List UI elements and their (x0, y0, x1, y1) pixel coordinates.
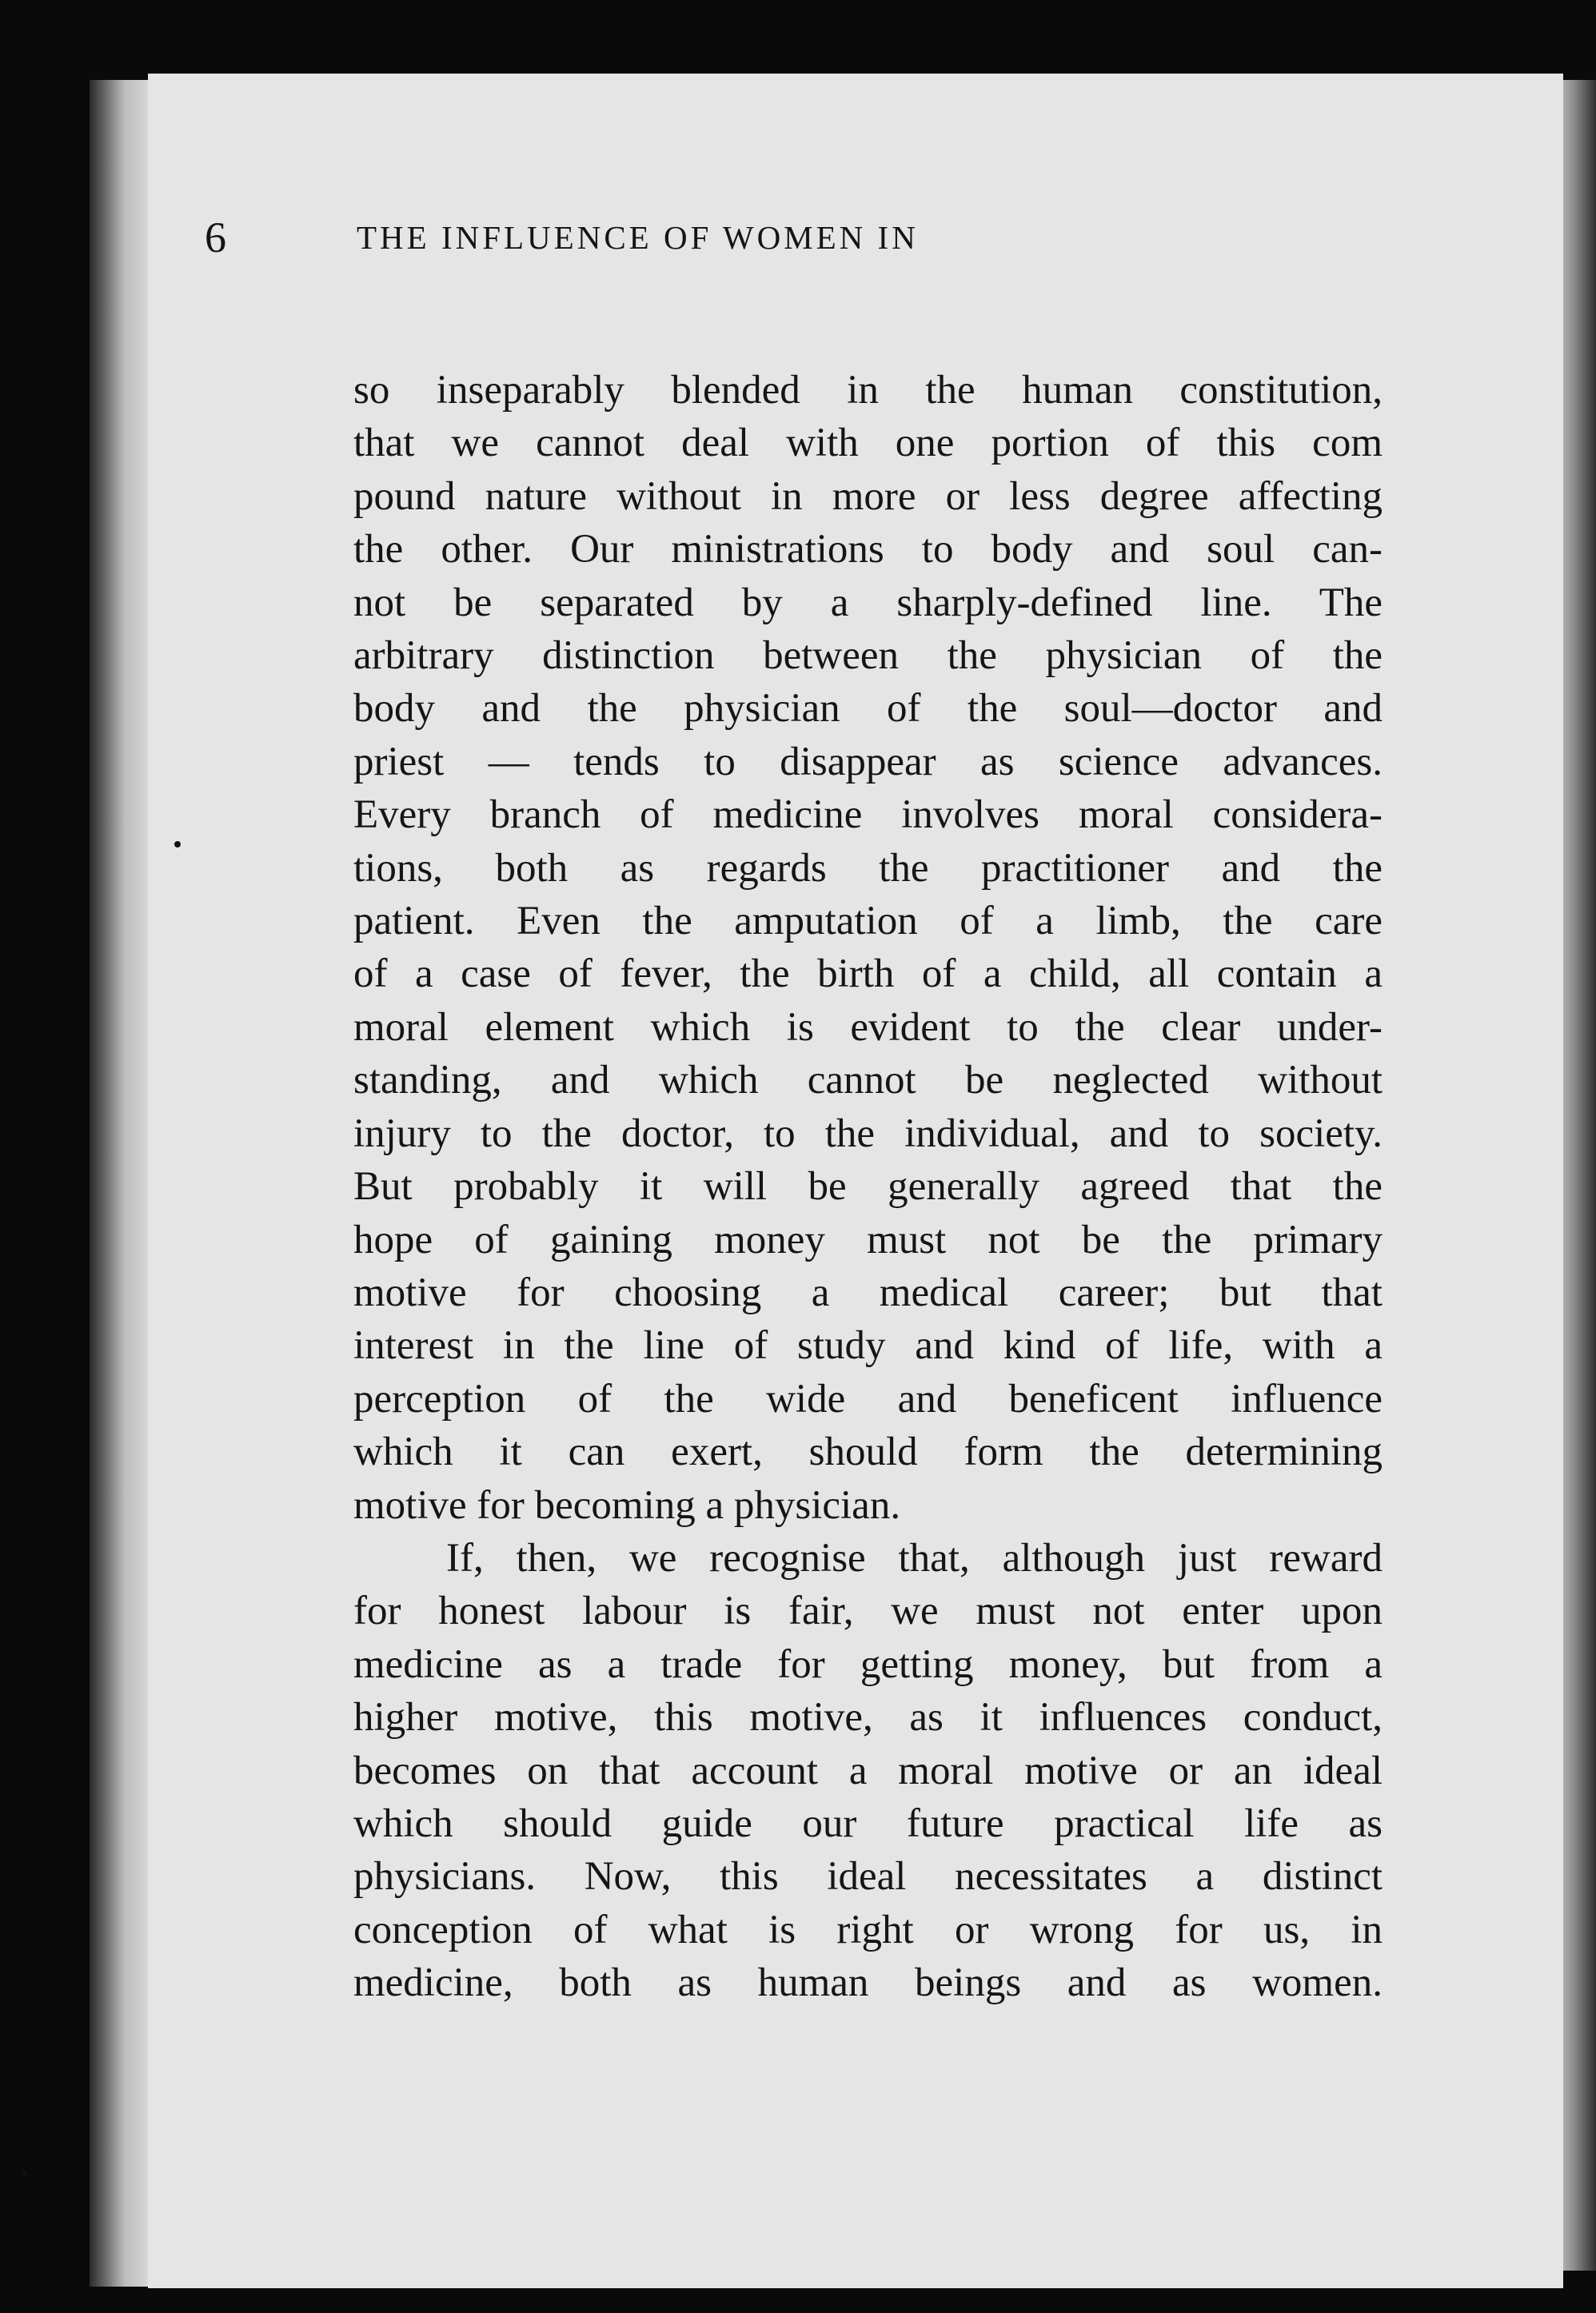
text-line: standing, and which cannot be neglected without (353, 1058, 1383, 1103)
text-line: conception of what is right or wrong for us, in (353, 1907, 1383, 1952)
text-line: so inseparably blended in the human constitution, (353, 368, 1383, 413)
text-line: motive for choosing a medical career; but that (353, 1270, 1383, 1315)
text-line: medicine as a trade for getting money, but from a (353, 1641, 1383, 1687)
text-line: If, then, we recognise that, although just reward (446, 1535, 1383, 1581)
text-line: of a case of fever, the birth of a child, all contain a (353, 951, 1383, 997)
text-line: physicians. Now, this ideal necessitates a distinct (353, 1854, 1383, 1900)
text-line: the other. Our ministrations to body and soul can- (353, 527, 1383, 572)
text-line: moral element which is evident to the clear under- (353, 1004, 1383, 1050)
page-number: 6 (205, 213, 226, 261)
text-line: that we cannot deal with one portion of this com (353, 421, 1383, 466)
text-line: tions, both as regards the practitioner and the (353, 845, 1383, 891)
text-line: hope of gaining money must not be the primary (353, 1217, 1383, 1262)
paragraph (353, 1532, 1383, 2010)
text-line: not be separated by a sharply-defined line. The (353, 580, 1383, 625)
text-line: perception of the wide and beneficent influence (353, 1376, 1383, 1422)
text-line: pound nature without in more or less degree affecting (353, 473, 1383, 519)
text-line: medicine, both as human beings and as women. (353, 1960, 1383, 2006)
text-line: becomes on that account a moral motive or an ideal (353, 1748, 1383, 1793)
paragraph (353, 364, 1383, 1532)
text-line: higher motive, this motive, as it influences conduct, (353, 1695, 1383, 1741)
text-line: patient. Even the amputation of a limb, the care (353, 899, 1383, 944)
text-line: which should guide our future practical life as (353, 1801, 1383, 1846)
body-text (353, 364, 1383, 2010)
text-line: body and the physician of the soul—doctor and (353, 686, 1383, 732)
scan-speck (22, 2171, 27, 2175)
scan-speck (174, 841, 181, 847)
text-line: motive for becoming a physician. (353, 1482, 901, 1528)
text-line: arbitrary distinction between the physician of the (353, 633, 1383, 679)
text-line: injury to the doctor, to the individual, and to society. (353, 1111, 1383, 1156)
page-header (205, 201, 1372, 273)
text-line: But probably it will be generally agreed that the (353, 1164, 1383, 1210)
text-line: priest — tends to disappear as science advances. (353, 739, 1383, 784)
text-line: for honest labour is fair, we must not enter upon (353, 1589, 1383, 1634)
text-line: interest in the line of study and kind of life, with a (353, 1323, 1383, 1369)
book-binding-edge (90, 80, 154, 2287)
text-line: which it can exert, should form the determining (353, 1430, 1383, 1475)
running-head: THE INFLUENCE OF WOMEN IN (357, 219, 919, 256)
text-line: Every branch of medicine involves moral considera- (353, 792, 1383, 838)
